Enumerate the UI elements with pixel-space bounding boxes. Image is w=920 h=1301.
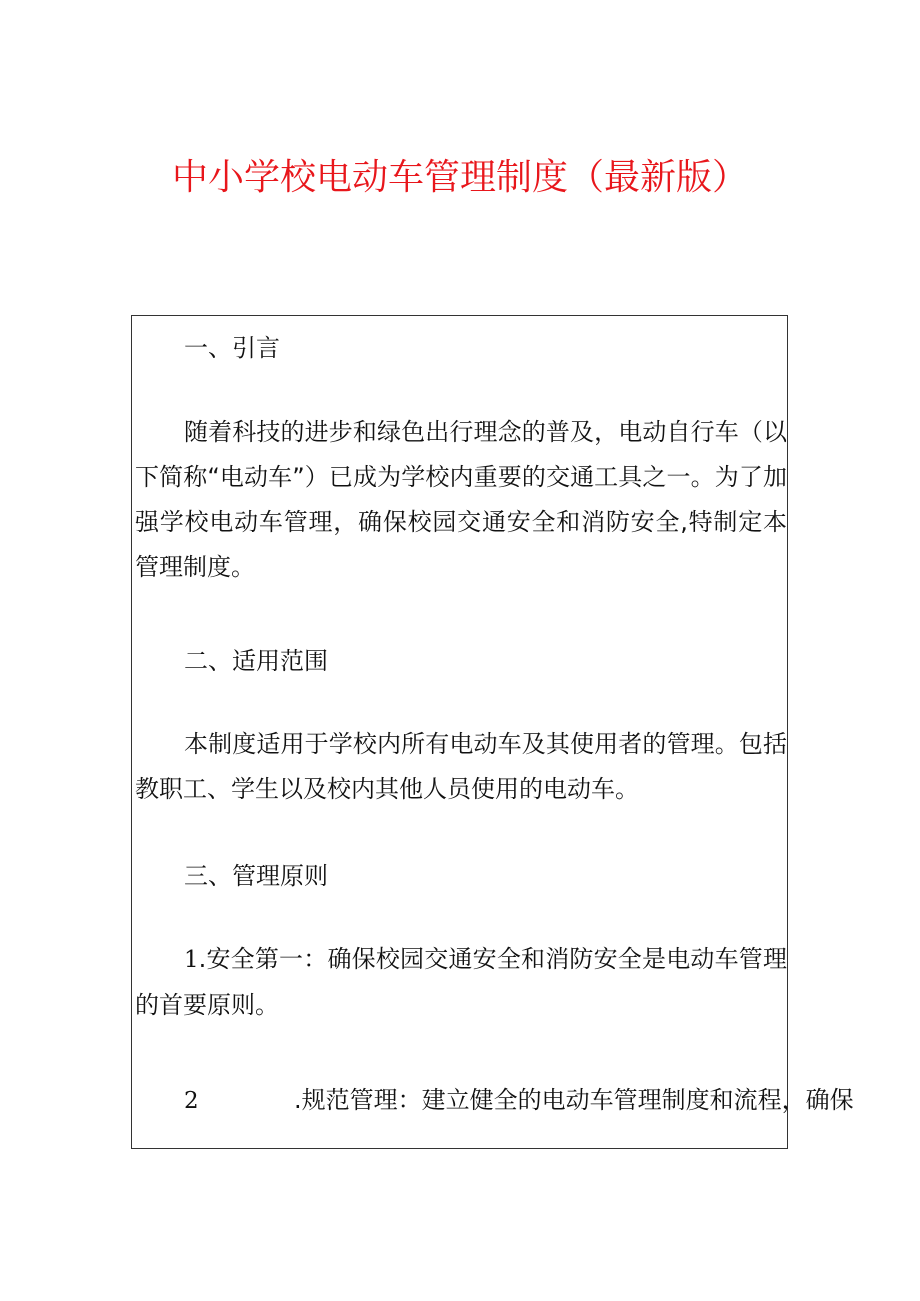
section-heading-scope: 二、适用范围	[184, 647, 328, 675]
content-box	[131, 315, 854, 1149]
principle-item-2-text: .规范管理：建立健全的电动车管理制度和流程，确保	[294, 1086, 854, 1114]
principle-item-1-text: .安全第一：确保校园交通安全和消防安全是电动车管理的首要原则。	[135, 945, 787, 1019]
section-heading-principles: 三、管理原则	[184, 862, 328, 890]
section-heading-introduction: 一、引言	[184, 334, 280, 362]
section-body-introduction: 随着科技的进步和绿色出行理念的普及，电动自行车（以下简称“电动车”）已成为学校内重要的交通工具之一。为了加强学校电动车管理，确保校园交通安全和消防安全,特制定本管理制度。	[135, 418, 787, 581]
principle-item-2	[135, 1078, 854, 1124]
principle-item-2-number: 2	[184, 1088, 199, 1114]
principle-item-1-number: 1	[184, 947, 199, 973]
section-body-scope: 本制度适用于学校内所有电动车及其使用者的管理。包括教职工、学生以及校内其他人员使用的电动车。	[135, 730, 787, 803]
document-title: 中小学校电动车管理制度（最新版）	[171, 157, 748, 198]
principle-item-1	[135, 937, 787, 1028]
